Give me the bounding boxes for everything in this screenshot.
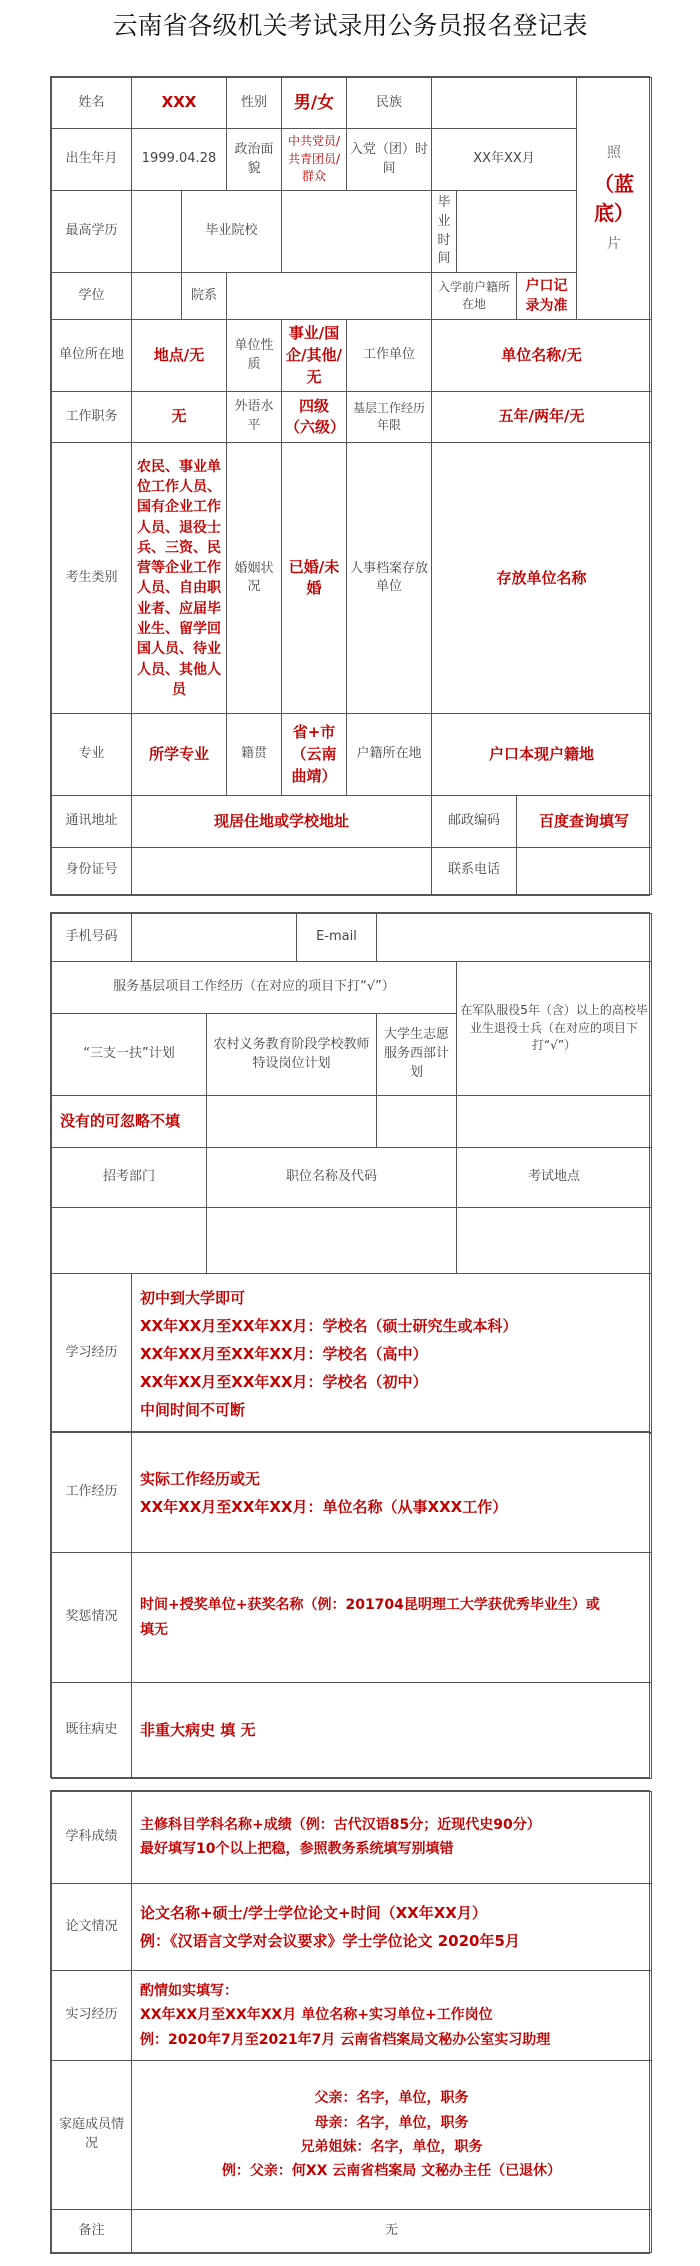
award-line: 时间+授奖单位+获奖名称（例：201704昆明理工大学获优秀毕业生）或: [140, 1597, 600, 1614]
birth-value[interactable]: 1999.04.28: [132, 129, 227, 191]
basic-info-section: [50, 76, 650, 896]
contact-value[interactable]: [517, 847, 652, 894]
language-value[interactable]: 四级（六级）: [282, 392, 347, 443]
ethnic-value[interactable]: [432, 78, 577, 129]
party-time-label: 入党（团）时间: [347, 129, 432, 191]
grassroots-years-value[interactable]: 五年/两年/无: [432, 392, 652, 443]
hukou-label: 户籍所在地: [347, 714, 432, 796]
dept-label: 院系: [182, 273, 227, 320]
grassroots-project-header: 服务基层项目工作经历（在对应的项目下打“√”）: [52, 962, 457, 1014]
internship-line: XX年XX月至XX年XX月 单位名称+实习单位+工作岗位: [140, 2007, 493, 2024]
postcode-value[interactable]: 百度查询填写: [517, 796, 652, 847]
email-value[interactable]: [377, 914, 652, 962]
position-label: 工作职务: [52, 392, 132, 443]
recruit-dept-label: 招考部门: [52, 1148, 207, 1208]
position-code-value[interactable]: [207, 1208, 457, 1274]
phone-value[interactable]: [132, 914, 297, 962]
internship-line: 酌情如实填写：: [140, 1982, 238, 1999]
extra-section: [50, 1790, 650, 2254]
ignore-note: 没有的可忽略不填: [52, 1096, 207, 1148]
archive-label: 人事档案存放单位: [347, 443, 432, 714]
army-service-header: 在军队服役5年（含）以上的高校毕业生退役士兵（在对应的项目下打“√”）: [457, 962, 652, 1096]
award-line: 填无: [140, 1621, 168, 1638]
gender-value[interactable]: 男/女: [282, 78, 347, 129]
recruit-dept-value[interactable]: [52, 1208, 207, 1274]
photo-cell[interactable]: [577, 78, 652, 320]
major-label: 专业: [52, 714, 132, 796]
study-value[interactable]: [132, 1274, 652, 1434]
work-location-value[interactable]: 地点/无: [132, 320, 227, 392]
position-code-label: 职位名称及代码: [207, 1148, 457, 1208]
three-one-label: “三支一扶”计划: [52, 1014, 207, 1096]
education-label: 最高学历: [52, 190, 132, 272]
award-label: 奖惩情况: [52, 1553, 132, 1683]
postcode-label: 邮政编码: [432, 796, 517, 847]
address-label: 通讯地址: [52, 796, 132, 847]
west-volunteer-check[interactable]: [377, 1096, 457, 1148]
west-volunteer-label: 大学生志愿服务西部计划: [377, 1014, 457, 1096]
degree-label: 学位: [52, 273, 132, 320]
email-label: E-mail: [297, 914, 377, 962]
id-value[interactable]: [132, 847, 432, 894]
award-value[interactable]: [132, 1553, 652, 1683]
address-value[interactable]: 现居住地或学校地址: [132, 796, 432, 847]
work-unit-label: 工作单位: [347, 320, 432, 392]
rural-teacher-check[interactable]: [207, 1096, 377, 1148]
work-line: XX年XX月至XX年XX月：单位名称（从事XXX工作）: [140, 1497, 508, 1516]
thesis-label: 论文情况: [52, 1883, 132, 1971]
name-label: 姓名: [52, 78, 132, 129]
position-value[interactable]: 无: [132, 392, 227, 443]
id-label: 身份证号: [52, 847, 132, 894]
hukou-before-label: 入学前户籍所在地: [432, 273, 517, 320]
study-label: 学习经历: [52, 1274, 132, 1434]
internship-line: 例：2020年7月至2021年7月 云南省档案局文秘办公室实习助理: [140, 2031, 551, 2048]
rural-teacher-label: 农村义务教育阶段学校教师特设岗位计划: [207, 1014, 377, 1096]
family-label: 家庭成员情况: [52, 2060, 132, 2209]
family-line: 兄弟姐妹：名字，单位，职务: [300, 2139, 483, 2156]
photo-label-top: 照: [607, 145, 622, 162]
gender-label: 性别: [227, 78, 282, 129]
subject-value[interactable]: [132, 1792, 652, 1884]
ethnic-label: 民族: [347, 78, 432, 129]
native-label: 籍贯: [227, 714, 282, 796]
contact-label: 联系电话: [432, 847, 517, 894]
study-line: XX年XX月至XX年XX月：学校名（硕士研究生或本科）: [140, 1316, 518, 1335]
remark-value[interactable]: 无: [132, 2210, 652, 2253]
study-line: XX年XX月至XX年XX月：学校名（初中）: [140, 1372, 428, 1391]
archive-value[interactable]: 存放单位名称: [432, 443, 652, 714]
marriage-label: 婚姻状况: [227, 443, 282, 714]
work-history-value[interactable]: [132, 1433, 652, 1553]
category-label: 考生类别: [52, 443, 132, 714]
unit-nature-label: 单位性质: [227, 320, 282, 392]
subject-label: 学科成绩: [52, 1792, 132, 1884]
hukou-value[interactable]: 户口本现户籍地: [432, 714, 652, 796]
marriage-value[interactable]: 已婚/未婚: [282, 443, 347, 714]
family-line: 母亲：名字，单位，职务: [314, 2114, 469, 2131]
grad-time-value[interactable]: [457, 190, 577, 272]
thesis-line: 论文名称+硕士/学士学位论文+时间（XX年XX月）: [140, 1904, 487, 1923]
birth-label: 出生年月: [52, 129, 132, 191]
remark-label: 备注: [52, 2210, 132, 2253]
family-line: 例：父亲：何XX 云南省档案局 文秘办主任（已退休）: [221, 2163, 562, 2180]
party-time-value[interactable]: XX年XX月: [432, 129, 577, 191]
name-value[interactable]: XXX: [132, 78, 227, 129]
grassroots-years-label: 基层工作经历年限: [347, 392, 432, 443]
work-location-label: 单位所在地: [52, 320, 132, 392]
education-value[interactable]: [132, 190, 182, 272]
study-line: 初中到大学即可: [140, 1288, 246, 1307]
politics-value[interactable]: 中共党员/共青团员/群众: [282, 129, 347, 191]
unit-nature-value[interactable]: 事业/国企/其他/无: [282, 320, 347, 392]
major-value[interactable]: 所学专业: [132, 714, 227, 796]
work-line: 实际工作经历或无: [140, 1469, 261, 1488]
grad-time-label: 毕业时间: [432, 190, 457, 272]
army-service-check[interactable]: [457, 1096, 652, 1148]
exam-location-value[interactable]: [457, 1208, 652, 1274]
politics-label: 政治面貌: [227, 129, 282, 191]
exam-location-label: 考试地点: [457, 1148, 652, 1208]
internship-value[interactable]: [132, 1971, 652, 2061]
phone-label: 手机号码: [52, 914, 132, 962]
study-line: XX年XX月至XX年XX月：学校名（高中）: [140, 1344, 428, 1363]
subject-line: 主修科目学科名称+成绩（例：古代汉语85分；近现代史90分）: [140, 1816, 541, 1833]
family-line: 父亲：名字，单位，职务: [314, 2090, 469, 2107]
work-unit-value[interactable]: 单位名称/无: [432, 320, 652, 392]
category-value[interactable]: 农民、事业单位工作人员、国有企业工作人员、退役士兵、三资、民营等企业工作人员、自由职业者、应届毕业生、留学回国人员、待业人员、其他人员: [132, 443, 227, 714]
experience-section: [50, 1432, 650, 1778]
study-line: 中间时间不可断: [140, 1400, 246, 1419]
subject-line: 最好填写10个以上把稳，参照教务系统填写别填错: [140, 1841, 454, 1858]
native-value[interactable]: 省+市（云南曲靖）: [282, 714, 347, 796]
school-value[interactable]: [282, 190, 432, 272]
thesis-line: 例：《汉语言文学对会议要求》学士学位论文 2020年5月: [140, 1932, 520, 1951]
thesis-value[interactable]: [132, 1883, 652, 1971]
hukou-before-value[interactable]: 户口记录为准: [517, 273, 577, 320]
disease-label: 既往病史: [52, 1683, 132, 1779]
dept-value[interactable]: [227, 273, 432, 320]
family-value[interactable]: [132, 2060, 652, 2209]
school-label: 毕业院校: [182, 190, 282, 272]
work-history-label: 工作经历: [52, 1433, 132, 1553]
language-label: 外语水平: [227, 392, 282, 443]
photo-blue-bg: （蓝底）: [594, 171, 635, 225]
internship-label: 实习经历: [52, 1971, 132, 2061]
disease-value[interactable]: 非重大病史 填 无: [132, 1683, 652, 1779]
degree-value[interactable]: [132, 273, 182, 320]
service-section: [50, 912, 650, 1432]
form-title: 云南省各级机关考试录用公务员报名登记表: [112, 11, 588, 40]
photo-label-bottom: 片: [607, 235, 622, 252]
